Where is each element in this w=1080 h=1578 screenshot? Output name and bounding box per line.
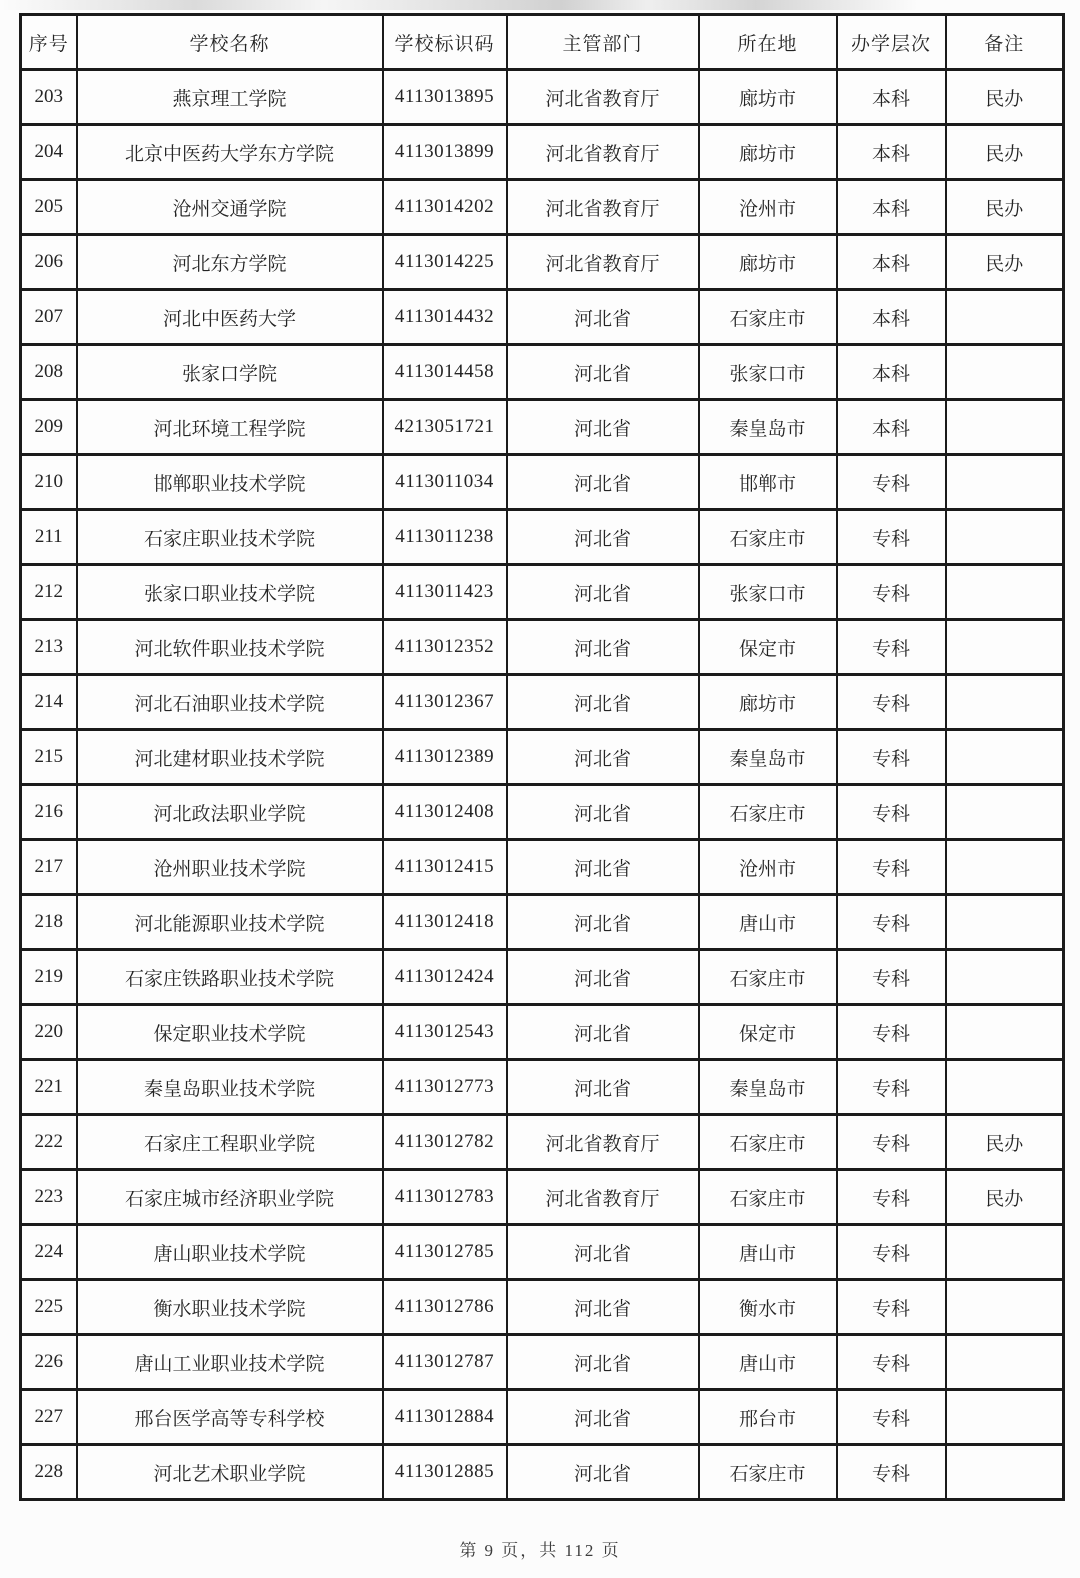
cell-index: 223 — [21, 1170, 77, 1225]
table-row — [21, 1390, 1064, 1445]
cell-department: 河北省教育厅 — [507, 1115, 699, 1170]
cell-department: 河北省 — [507, 1445, 699, 1500]
table-row — [21, 620, 1064, 675]
cell-location: 沧州市 — [699, 840, 837, 895]
table-row — [21, 1115, 1064, 1170]
cell-school-name: 河北石油职业技术学院 — [77, 675, 383, 730]
cell-department: 河北省 — [507, 730, 699, 785]
cell-note — [946, 1335, 1064, 1390]
cell-department: 河北省 — [507, 290, 699, 345]
table-body — [21, 70, 1064, 1500]
column-header-school-code: 学校标识码 — [383, 15, 507, 70]
cell-level: 专科 — [837, 950, 946, 1005]
cell-index: 225 — [21, 1280, 77, 1335]
cell-school-name: 河北环境工程学院 — [77, 400, 383, 455]
cell-school-code: 4113013899 — [383, 125, 507, 180]
cell-location: 石家庄市 — [699, 510, 837, 565]
table-row — [21, 1005, 1064, 1060]
header-row — [21, 15, 1064, 70]
cell-school-code: 4113012418 — [383, 895, 507, 950]
table-row — [21, 1335, 1064, 1390]
cell-school-name: 石家庄铁路职业技术学院 — [77, 950, 383, 1005]
cell-level: 专科 — [837, 1060, 946, 1115]
cell-department: 河北省 — [507, 510, 699, 565]
cell-school-name: 保定职业技术学院 — [77, 1005, 383, 1060]
table-row — [21, 290, 1064, 345]
table-row — [21, 1225, 1064, 1280]
cell-level: 本科 — [837, 400, 946, 455]
cell-index: 203 — [21, 70, 77, 125]
cell-level: 专科 — [837, 895, 946, 950]
cell-school-code: 4113014202 — [383, 180, 507, 235]
cell-department: 河北省 — [507, 895, 699, 950]
table-row — [21, 125, 1064, 180]
cell-index: 213 — [21, 620, 77, 675]
cell-note — [946, 895, 1064, 950]
cell-index: 226 — [21, 1335, 77, 1390]
school-registry-table — [19, 13, 1065, 1501]
cell-note: 民办 — [946, 125, 1064, 180]
table-row — [21, 730, 1064, 785]
cell-school-name: 衡水职业技术学院 — [77, 1280, 383, 1335]
cell-department: 河北省 — [507, 950, 699, 1005]
cell-level: 专科 — [837, 510, 946, 565]
cell-school-code: 4113012352 — [383, 620, 507, 675]
cell-level: 专科 — [837, 1335, 946, 1390]
cell-department: 河北省 — [507, 565, 699, 620]
cell-level: 专科 — [837, 620, 946, 675]
cell-level: 专科 — [837, 1280, 946, 1335]
cell-school-name: 河北政法职业学院 — [77, 785, 383, 840]
cell-index: 224 — [21, 1225, 77, 1280]
cell-location: 石家庄市 — [699, 785, 837, 840]
table-row — [21, 785, 1064, 840]
cell-school-code: 4113012543 — [383, 1005, 507, 1060]
cell-school-code: 4113012424 — [383, 950, 507, 1005]
table-row — [21, 1170, 1064, 1225]
cell-index: 222 — [21, 1115, 77, 1170]
cell-school-code: 4113012773 — [383, 1060, 507, 1115]
cell-department: 河北省 — [507, 785, 699, 840]
cell-department: 河北省 — [507, 620, 699, 675]
cell-note — [946, 1005, 1064, 1060]
cell-department: 河北省 — [507, 345, 699, 400]
cell-level: 专科 — [837, 1115, 946, 1170]
cell-department: 河北省教育厅 — [507, 235, 699, 290]
cell-school-code: 4113014225 — [383, 235, 507, 290]
cell-school-name: 唐山工业职业技术学院 — [77, 1335, 383, 1390]
cell-location: 秦皇岛市 — [699, 730, 837, 785]
cell-note: 民办 — [946, 1170, 1064, 1225]
cell-department: 河北省 — [507, 400, 699, 455]
column-header-department: 主管部门 — [507, 15, 699, 70]
cell-location: 邯郸市 — [699, 455, 837, 510]
table-row — [21, 345, 1064, 400]
cell-index: 205 — [21, 180, 77, 235]
cell-school-name: 石家庄职业技术学院 — [77, 510, 383, 565]
cell-location: 衡水市 — [699, 1280, 837, 1335]
cell-location: 张家口市 — [699, 565, 837, 620]
cell-index: 206 — [21, 235, 77, 290]
cell-school-code: 4113013895 — [383, 70, 507, 125]
cell-school-name: 河北软件职业技术学院 — [77, 620, 383, 675]
cell-level: 专科 — [837, 785, 946, 840]
cell-school-name: 河北能源职业技术学院 — [77, 895, 383, 950]
cell-note — [946, 620, 1064, 675]
cell-school-code: 4113012389 — [383, 730, 507, 785]
cell-location: 石家庄市 — [699, 1170, 837, 1225]
table-row — [21, 675, 1064, 730]
column-header-school-name: 学校名称 — [77, 15, 383, 70]
cell-level: 专科 — [837, 730, 946, 785]
cell-level: 专科 — [837, 1170, 946, 1225]
cell-school-code: 4113014458 — [383, 345, 507, 400]
column-header-level: 办学层次 — [837, 15, 946, 70]
cell-level: 本科 — [837, 235, 946, 290]
cell-school-code: 4113011034 — [383, 455, 507, 510]
scan-artifact — [0, 0, 1080, 10]
cell-index: 211 — [21, 510, 77, 565]
cell-school-name: 河北建材职业技术学院 — [77, 730, 383, 785]
cell-level: 专科 — [837, 1445, 946, 1500]
cell-index: 212 — [21, 565, 77, 620]
cell-school-name: 邢台医学高等专科学校 — [77, 1390, 383, 1445]
cell-note — [946, 400, 1064, 455]
cell-note — [946, 1390, 1064, 1445]
cell-level: 专科 — [837, 1390, 946, 1445]
cell-note — [946, 950, 1064, 1005]
cell-school-name: 河北东方学院 — [77, 235, 383, 290]
cell-index: 209 — [21, 400, 77, 455]
cell-school-name: 北京中医药大学东方学院 — [77, 125, 383, 180]
cell-index: 208 — [21, 345, 77, 400]
cell-department: 河北省 — [507, 840, 699, 895]
cell-index: 227 — [21, 1390, 77, 1445]
cell-location: 秦皇岛市 — [699, 1060, 837, 1115]
cell-level: 本科 — [837, 125, 946, 180]
cell-level: 本科 — [837, 290, 946, 345]
table-row — [21, 1445, 1064, 1500]
cell-department: 河北省教育厅 — [507, 1170, 699, 1225]
cell-note: 民办 — [946, 235, 1064, 290]
cell-note — [946, 510, 1064, 565]
cell-location: 唐山市 — [699, 1335, 837, 1390]
cell-level: 专科 — [837, 1005, 946, 1060]
cell-note — [946, 730, 1064, 785]
cell-school-name: 邯郸职业技术学院 — [77, 455, 383, 510]
table-row — [21, 895, 1064, 950]
cell-department: 河北省 — [507, 1005, 699, 1060]
cell-department: 河北省教育厅 — [507, 180, 699, 235]
cell-level: 本科 — [837, 70, 946, 125]
column-header-location: 所在地 — [699, 15, 837, 70]
cell-index: 221 — [21, 1060, 77, 1115]
cell-index: 217 — [21, 840, 77, 895]
cell-note — [946, 1225, 1064, 1280]
cell-location: 廊坊市 — [699, 125, 837, 180]
cell-location: 秦皇岛市 — [699, 400, 837, 455]
column-header-index: 序号 — [21, 15, 77, 70]
cell-index: 228 — [21, 1445, 77, 1500]
cell-note — [946, 345, 1064, 400]
cell-school-name: 沧州交通学院 — [77, 180, 383, 235]
cell-note — [946, 1060, 1064, 1115]
cell-index: 204 — [21, 125, 77, 180]
table-row — [21, 950, 1064, 1005]
cell-location: 石家庄市 — [699, 290, 837, 345]
cell-location: 廊坊市 — [699, 675, 837, 730]
cell-school-code: 4113012785 — [383, 1225, 507, 1280]
table-row — [21, 1060, 1064, 1115]
cell-level: 专科 — [837, 840, 946, 895]
cell-school-code: 4113011423 — [383, 565, 507, 620]
cell-department: 河北省 — [507, 1390, 699, 1445]
cell-school-code: 4113012787 — [383, 1335, 507, 1390]
cell-school-name: 唐山职业技术学院 — [77, 1225, 383, 1280]
cell-location: 石家庄市 — [699, 950, 837, 1005]
page-number-footer: 第 9 页，共 112 页 — [459, 1541, 621, 1560]
cell-school-name: 秦皇岛职业技术学院 — [77, 1060, 383, 1115]
cell-level: 本科 — [837, 345, 946, 400]
cell-department: 河北省 — [507, 1280, 699, 1335]
table-row — [21, 510, 1064, 565]
table-row — [21, 455, 1064, 510]
cell-note — [946, 785, 1064, 840]
cell-location: 石家庄市 — [699, 1445, 837, 1500]
cell-note: 民办 — [946, 70, 1064, 125]
cell-index: 219 — [21, 950, 77, 1005]
cell-note — [946, 1280, 1064, 1335]
cell-school-code: 4113012782 — [383, 1115, 507, 1170]
cell-school-code: 4113012885 — [383, 1445, 507, 1500]
cell-location: 廊坊市 — [699, 235, 837, 290]
cell-index: 207 — [21, 290, 77, 345]
cell-department: 河北省教育厅 — [507, 125, 699, 180]
table-row — [21, 1280, 1064, 1335]
cell-school-code: 4113012415 — [383, 840, 507, 895]
cell-school-code: 4113012884 — [383, 1390, 507, 1445]
column-header-note: 备注 — [946, 15, 1064, 70]
cell-note: 民办 — [946, 1115, 1064, 1170]
cell-level: 专科 — [837, 675, 946, 730]
cell-school-code: 4213051721 — [383, 400, 507, 455]
cell-school-name: 河北艺术职业学院 — [77, 1445, 383, 1500]
table-row — [21, 235, 1064, 290]
table-row — [21, 840, 1064, 895]
cell-note: 民办 — [946, 180, 1064, 235]
cell-department: 河北省 — [507, 1060, 699, 1115]
table-row — [21, 565, 1064, 620]
cell-index: 220 — [21, 1005, 77, 1060]
cell-index: 214 — [21, 675, 77, 730]
cell-school-code: 4113012783 — [383, 1170, 507, 1225]
cell-school-name: 沧州职业技术学院 — [77, 840, 383, 895]
cell-school-code: 4113014432 — [383, 290, 507, 345]
cell-school-name: 燕京理工学院 — [77, 70, 383, 125]
cell-department: 河北省 — [507, 1225, 699, 1280]
cell-location: 沧州市 — [699, 180, 837, 235]
cell-location: 邢台市 — [699, 1390, 837, 1445]
cell-level: 专科 — [837, 565, 946, 620]
cell-department: 河北省教育厅 — [507, 70, 699, 125]
table-header — [21, 15, 1064, 70]
cell-school-name: 张家口学院 — [77, 345, 383, 400]
cell-note — [946, 290, 1064, 345]
table-row — [21, 180, 1064, 235]
cell-note — [946, 840, 1064, 895]
cell-location: 廊坊市 — [699, 70, 837, 125]
cell-index: 210 — [21, 455, 77, 510]
cell-level: 本科 — [837, 180, 946, 235]
cell-location: 唐山市 — [699, 1225, 837, 1280]
cell-location: 保定市 — [699, 620, 837, 675]
cell-note — [946, 565, 1064, 620]
cell-location: 保定市 — [699, 1005, 837, 1060]
cell-school-code: 4113012786 — [383, 1280, 507, 1335]
cell-index: 216 — [21, 785, 77, 840]
cell-school-code: 4113011238 — [383, 510, 507, 565]
cell-index: 218 — [21, 895, 77, 950]
cell-location: 张家口市 — [699, 345, 837, 400]
cell-school-name: 张家口职业技术学院 — [77, 565, 383, 620]
cell-location: 唐山市 — [699, 895, 837, 950]
cell-school-name: 河北中医药大学 — [77, 290, 383, 345]
table-row — [21, 400, 1064, 455]
cell-index: 215 — [21, 730, 77, 785]
cell-school-code: 4113012408 — [383, 785, 507, 840]
cell-level: 专科 — [837, 1225, 946, 1280]
cell-department: 河北省 — [507, 1335, 699, 1390]
cell-school-code: 4113012367 — [383, 675, 507, 730]
cell-school-name: 石家庄城市经济职业学院 — [77, 1170, 383, 1225]
cell-note — [946, 675, 1064, 730]
cell-location: 石家庄市 — [699, 1115, 837, 1170]
cell-note — [946, 455, 1064, 510]
cell-department: 河北省 — [507, 455, 699, 510]
cell-level: 专科 — [837, 455, 946, 510]
table-row — [21, 70, 1064, 125]
cell-department: 河北省 — [507, 675, 699, 730]
cell-school-name: 石家庄工程职业学院 — [77, 1115, 383, 1170]
cell-note — [946, 1445, 1064, 1500]
